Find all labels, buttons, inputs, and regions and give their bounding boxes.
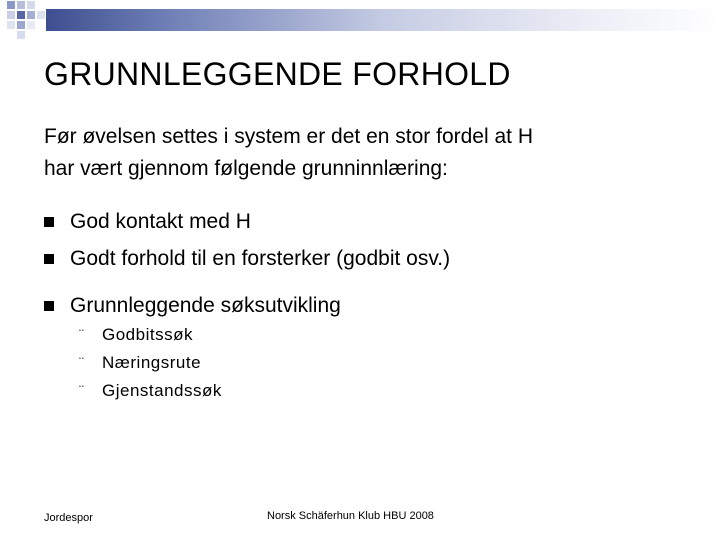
sub-bullet-text: Gjenstandssøk <box>102 381 222 400</box>
deco-square <box>17 11 25 19</box>
square-bullet-icon <box>44 254 54 264</box>
sub-bullet-item <box>79 352 201 374</box>
bullet-text: Godt forhold til en forsterker (godbit osv.) <box>70 247 451 270</box>
footer-center-text: Norsk Schäferhun Klub HBU 2008 <box>267 510 434 522</box>
deco-square <box>17 1 25 9</box>
square-bullet-icon <box>44 301 54 311</box>
bullet-item <box>44 294 341 318</box>
intro-text <box>44 121 684 185</box>
bullet-item <box>44 210 251 234</box>
deco-square <box>27 21 35 29</box>
checkbox-bullet-icon: ¨ <box>79 326 85 344</box>
deco-square <box>27 11 35 19</box>
checkbox-bullet-icon: ¨ <box>79 382 85 400</box>
deco-square <box>37 11 45 19</box>
intro-line-1: Før øvelsen settes i system er det en stor fordel at H <box>44 125 533 148</box>
sub-bullet-text: Næringsrute <box>102 353 202 372</box>
square-bullet-icon <box>44 217 54 227</box>
footer-left-text: Jordespor <box>44 512 93 524</box>
title-gradient-bar <box>46 9 720 31</box>
sub-bullet-text: Godbitssøk <box>102 325 193 344</box>
bullet-item <box>44 247 450 271</box>
deco-square <box>17 21 25 29</box>
intro-line-2: har vært gjennom følgende grunninnlæring: <box>44 157 448 180</box>
deco-square <box>17 31 25 39</box>
bullet-text: God kontakt med H <box>70 210 251 233</box>
deco-square <box>7 21 15 29</box>
sub-bullet-item <box>79 380 222 402</box>
sub-bullet-item <box>79 324 193 346</box>
bullet-text: Grunnleggende søksutvikling <box>70 294 341 317</box>
deco-square <box>7 11 15 19</box>
deco-square <box>7 1 15 9</box>
deco-square <box>27 1 35 9</box>
checkbox-bullet-icon: ¨ <box>79 354 85 372</box>
slide-title: GRUNNLEGGENDE FORHOLD <box>44 56 511 92</box>
